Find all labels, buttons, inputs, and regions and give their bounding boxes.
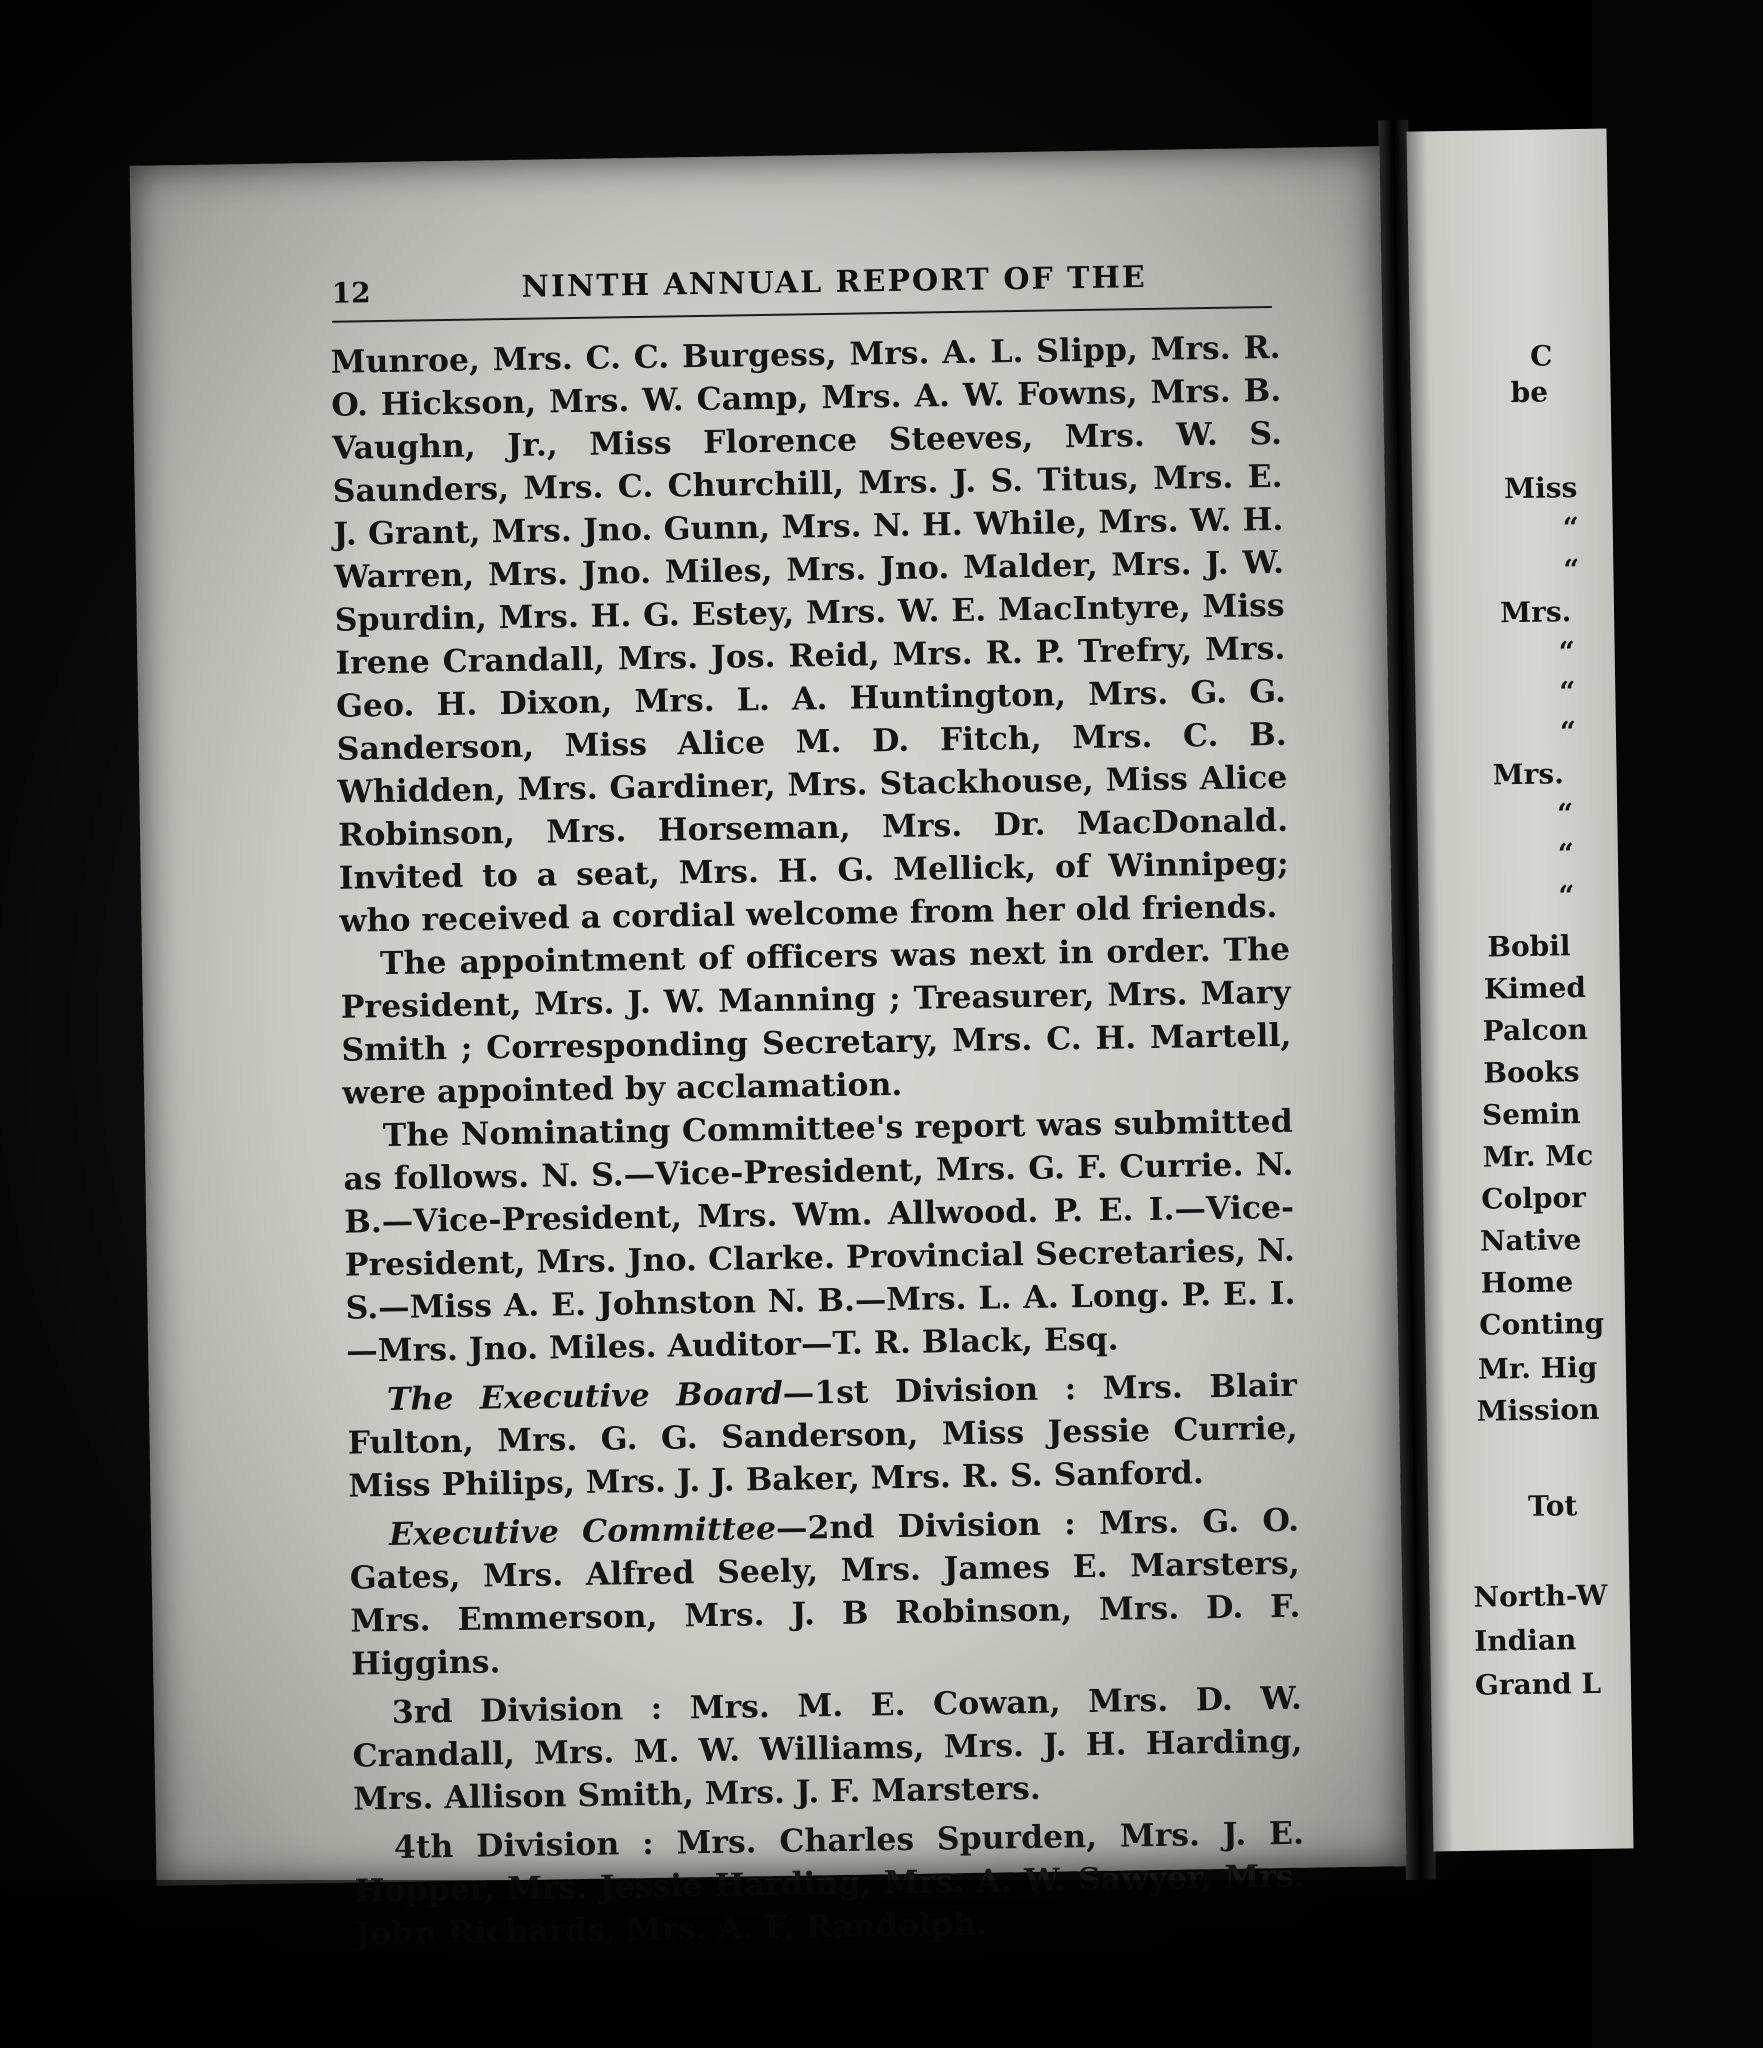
facing-fragment: Semin — [1481, 1097, 1581, 1132]
facing-fragment: Palcon — [1482, 1012, 1589, 1048]
facing-fragment: “ — [1558, 635, 1576, 669]
paragraph-attendees: Munroe, Mrs. C. C. Burgess, Mrs. A. L. Slipp, Mrs. R. O. Hickson, Mrs. W. Camp, Mrs. A. W. Fowns, Mrs. B. Vaughn, Jr., Miss Florence Steeves, Mrs. W. S. Saunders, Mrs. C. Churchill, Mrs. J. S. Titus, Mrs. E. J. Grant, Mrs. Jno. Gunn, Mrs. N. H. While, Mrs. W. H. Warren, Mrs. Jno. Miles, Mrs. Jno. Malder, Mrs. J. W. Spurdin, Mrs. H. G. Estey, Mrs. W. E. MacIntyre, Miss Irene Crandall, Mrs. Jos. Reid, Mrs. R. P. Trefry, Mrs. Geo. H. Dixon, Mrs. L. A. Huntington, Mrs. G. G. Sanderson, Miss Alice M. D. Fitch, Mrs. C. B. Whidden, Mrs. Gardiner, Mrs. Stackhouse, Miss Alice Robinson, Mrs. Horseman, Mrs. Dr. MacDonald. Invited to a seat, Mrs. H. G. Mellick, of Winnipeg; who received a cordial welcome from her old friends. — [330, 328, 1289, 940]
paragraph-fourth-division: 4th Division : Mrs. Charles Spurden, Mrs. J. E. Sawyer, Mrs. — [393, 1814, 1305, 1899]
facing-fragment: Mr. Hig — [1477, 1350, 1598, 1386]
executive-committee-text: —2nd Division : Mrs. G. O. Gates, Mrs. Alfred Seely, Mrs. James E. Marsters, Mrs. Emmerson, Mrs. J. B Robinson, Mrs. D. F. Higgins. — [349, 1501, 1301, 1683]
facing-page — [1407, 129, 1634, 1852]
facing-fragment: be — [1510, 375, 1549, 410]
facing-fragment: Colpor — [1481, 1180, 1587, 1216]
facing-fragment: Mr. Mc — [1482, 1138, 1594, 1174]
facing-fragment: Native — [1479, 1223, 1582, 1258]
page-header — [331, 258, 1272, 323]
facing-fragment: “ — [1562, 511, 1580, 545]
facing-fragment: Books — [1483, 1055, 1580, 1090]
facing-fragment: Home — [1480, 1265, 1574, 1300]
executive-board-label: The Executive Board — [386, 1374, 784, 1419]
executive-board-text: —1st Division : Mrs. Blair Fulton, Mrs. G. G. Sanderson, Miss Jessie Currie, Miss Philips, Mrs. J. J. Baker, Mrs. R. S. Sanford. — [347, 1366, 1298, 1505]
facing-fragment: Tot — [1527, 1489, 1578, 1523]
facing-fragment: “ — [1559, 675, 1576, 709]
facing-fragment: Mrs. — [1492, 757, 1565, 792]
body-text — [330, 326, 1305, 1956]
executive-committee-label: Executive Committee — [388, 1509, 777, 1554]
book-page — [130, 146, 1407, 1899]
facing-fragment: Grand L — [1474, 1666, 1602, 1702]
facing-fragment: “ — [1559, 715, 1577, 749]
facing-fragment: Kimed — [1483, 970, 1587, 1006]
facing-fragment: Conting — [1479, 1306, 1605, 1342]
paragraph-nominating: The Nominating Committee's report was submitted as follows. N. S.—Vice-President, Mrs. G. F. Currie. N. B.—Vice-President, Mrs. Wm. Allwood. P. E. I.—Vice-President, Mrs. Jno. Clarke. Provincial Secretaries, N. S.—Miss A. E. Johnston N. B.—Mrs. L. A. Long. P. E. I.—Mrs. Jno. Miles. Auditor—T. R. Black, Esq. — [343, 1102, 1296, 1370]
paragraph-executive-board — [347, 1364, 1299, 1508]
facing-fragment: “ — [1557, 837, 1575, 871]
facing-fragment: North-W — [1473, 1578, 1608, 1614]
facing-fragment: Mrs. — [1499, 595, 1572, 630]
paragraph-executive-committee — [349, 1499, 1302, 1686]
facing-fragment: Miss — [1503, 471, 1578, 506]
facing-fragment: Indian — [1473, 1623, 1577, 1658]
facing-fragment: Bobil — [1487, 929, 1571, 964]
paragraph-third-division: 3rd Division : Mrs. M. E. Cowan, Mrs. D. W. Crandall, Mrs. M. W. Williams, Mrs. J. H. Harding, Mrs. Allison Smith, Mrs. J. F. Marsters. — [352, 1679, 1303, 1818]
bottom-shadow — [0, 1880, 1592, 2048]
facing-fragment: “ — [1558, 879, 1575, 913]
running-head: NINTH ANNUAL REPORT OF THE — [521, 259, 1147, 305]
facing-fragment: C — [1529, 339, 1553, 373]
facing-fragment: Mission — [1476, 1392, 1600, 1428]
facing-fragment: “ — [1563, 553, 1580, 587]
paragraph-officers: The appointment of officers was next in order. The President, Mrs. J. W. Manning ; Treasurer, Mrs. Mary Smith ; Corresponding Secretary, Mrs. C. H. Martell, were appointed by acclamation. — [340, 930, 1292, 1112]
page-number: 12 — [331, 276, 371, 310]
facing-fragment: “ — [1556, 797, 1574, 831]
